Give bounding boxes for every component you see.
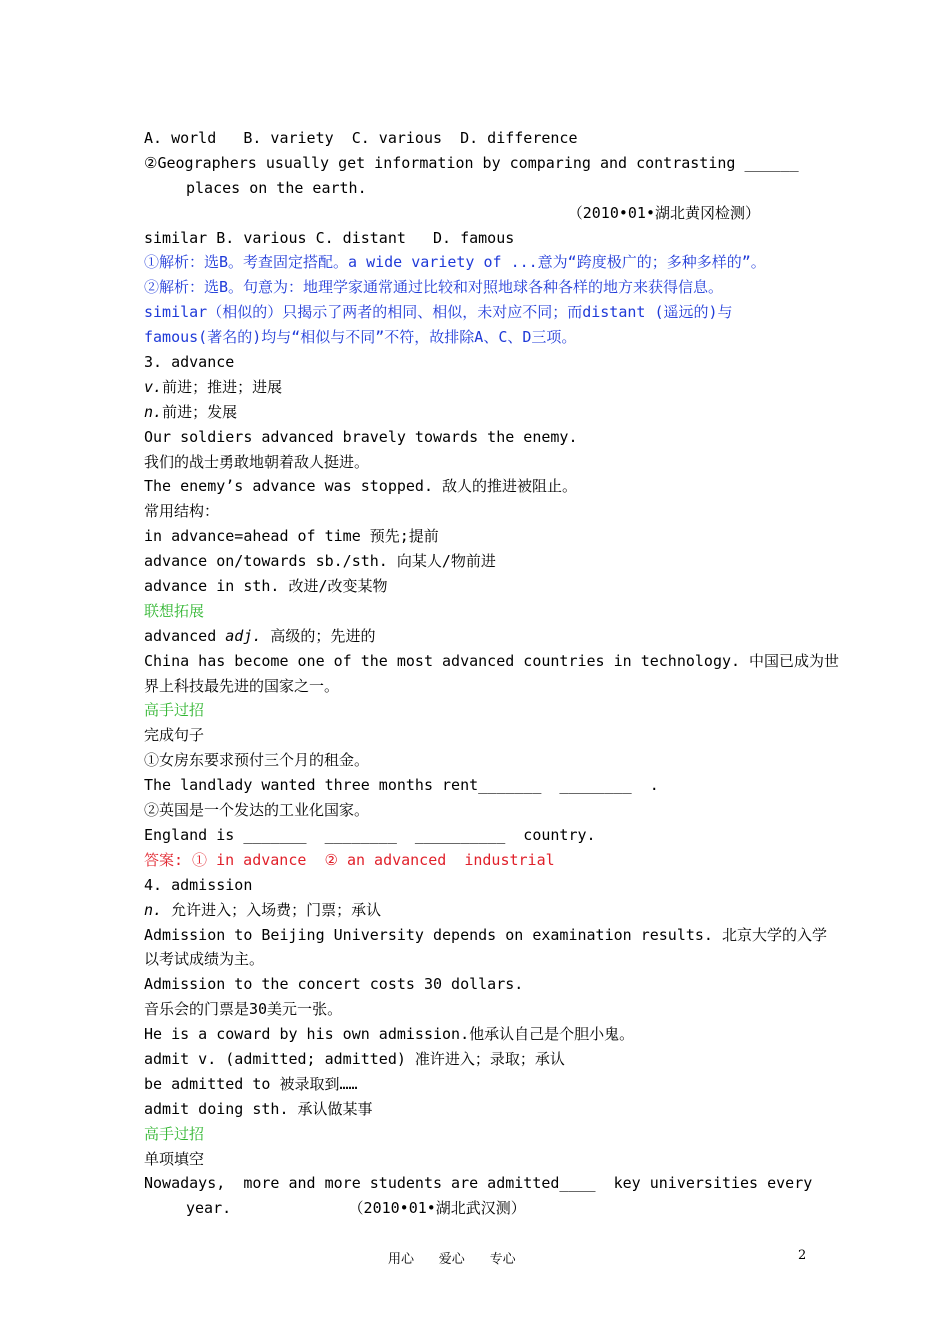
text-line: admit v. (admitted; admitted) 准许进入；录取；承认 xyxy=(144,1049,565,1068)
text-line: 界上科技最先进的国家之一。 xyxy=(144,676,340,695)
page-footer xyxy=(0,1248,950,1268)
pos-abbrev: n. xyxy=(144,402,163,421)
text-line: year. （2010•01•湖北武汉测） xyxy=(186,1199,526,1218)
text-line: 联想拓展 xyxy=(144,601,205,620)
text-line: 音乐会的门票是30美元一张。 xyxy=(144,1000,343,1019)
text-line: Nowadays, more and more students are admitted____ key universities every xyxy=(144,1174,813,1193)
text-line: The landlady wanted three months rent_______ ________ . xyxy=(144,776,659,795)
text-line: 单项填空 xyxy=(144,1149,205,1168)
text-line: 高手过招 xyxy=(144,701,205,720)
text-line: advance in sth. 改进/改变某物 xyxy=(144,577,388,596)
text-line: similar B. various C. distant D. famous xyxy=(144,228,515,247)
text-line: ②Geographers usually get information by comparing and contrasting ______ xyxy=(144,153,799,172)
text-line: England is _______ ________ __________ country. xyxy=(144,825,596,844)
text-line: in advance=ahead of time 预先;提前 xyxy=(144,527,439,546)
footer-motto: 用心 爱心 专心 xyxy=(388,1252,516,1267)
pos-abbrev: adj. xyxy=(225,626,262,645)
text-line: Our soldiers advanced bravely towards the enemy. xyxy=(144,427,578,446)
text-line: （2010•01•湖北黄冈检测） xyxy=(567,203,760,222)
text-line: A. world B. variety C. various D. difference xyxy=(144,129,578,147)
text-line: 常用结构： xyxy=(144,502,220,521)
text-line: 4. admission xyxy=(144,875,253,894)
text-line: Admission to Beijing University depends on examination results. 北京大学的入学 xyxy=(144,925,827,944)
text-line: famous(著名的)均与“相似与不同”不符，故排除A、C、D三项。 xyxy=(144,328,577,347)
text-line: 我们的战士勇敢地朝着敌人挺进。 xyxy=(144,452,370,471)
text-line: ②解析：选B。句意为：地理学家通常通过比较和对照地球各种各样的地方来获得信息。 xyxy=(144,278,724,297)
text-line: 高手过招 xyxy=(144,1124,205,1143)
page-number: 2 xyxy=(798,1248,807,1263)
text-line: China has become one of the most advanced countries in technology. 中国已成为世 xyxy=(144,651,840,670)
text-line: ①解析：选B。考查固定搭配。a wide variety of ...意为“跨度极广的；多种多样的”。 xyxy=(144,253,766,272)
text-line: Admission to the concert costs 30 dollars. xyxy=(144,975,524,994)
text-line: n. 允许进入；入场费；门票；承认 xyxy=(144,900,382,919)
text-line: 以考试成绩为主。 xyxy=(144,950,265,969)
text-line: 3. advance xyxy=(144,353,235,372)
text-line: advanced adj. 高级的；先进的 xyxy=(144,626,376,645)
text-line: ①女房东要求预付三个月的租金。 xyxy=(144,751,370,770)
text-line: n.前进；发展 xyxy=(144,402,238,421)
page-body xyxy=(144,126,840,1221)
text-line: v.前进；推进；进展 xyxy=(144,377,283,396)
text-line: ②英国是一个发达的工业化国家。 xyxy=(144,801,370,820)
text-line: The enemy’s advance was stopped. 敌人的推进被阻止。 xyxy=(144,477,578,496)
text-line: 答案: ① in advance ② an advanced industrial xyxy=(144,850,555,869)
text-line: places on the earth. xyxy=(186,178,367,197)
text-line: similar（相似的）只揭示了两者的相同、相似，未对应不同；而distant (遥远的)与 xyxy=(144,303,733,322)
pos-abbrev: n. xyxy=(144,900,163,919)
text-line: He is a coward by his own admission.他承认自己是个胆小鬼。 xyxy=(144,1025,635,1044)
text-line: advance on/towards sb./sth. 向某人/物前进 xyxy=(144,552,496,571)
text-line: 完成句子 xyxy=(144,726,205,745)
text-line: be admitted to 被录取到…… xyxy=(144,1074,358,1093)
pos-abbrev: v. xyxy=(144,377,163,396)
text-line: admit doing sth. 承认做某事 xyxy=(144,1099,373,1118)
